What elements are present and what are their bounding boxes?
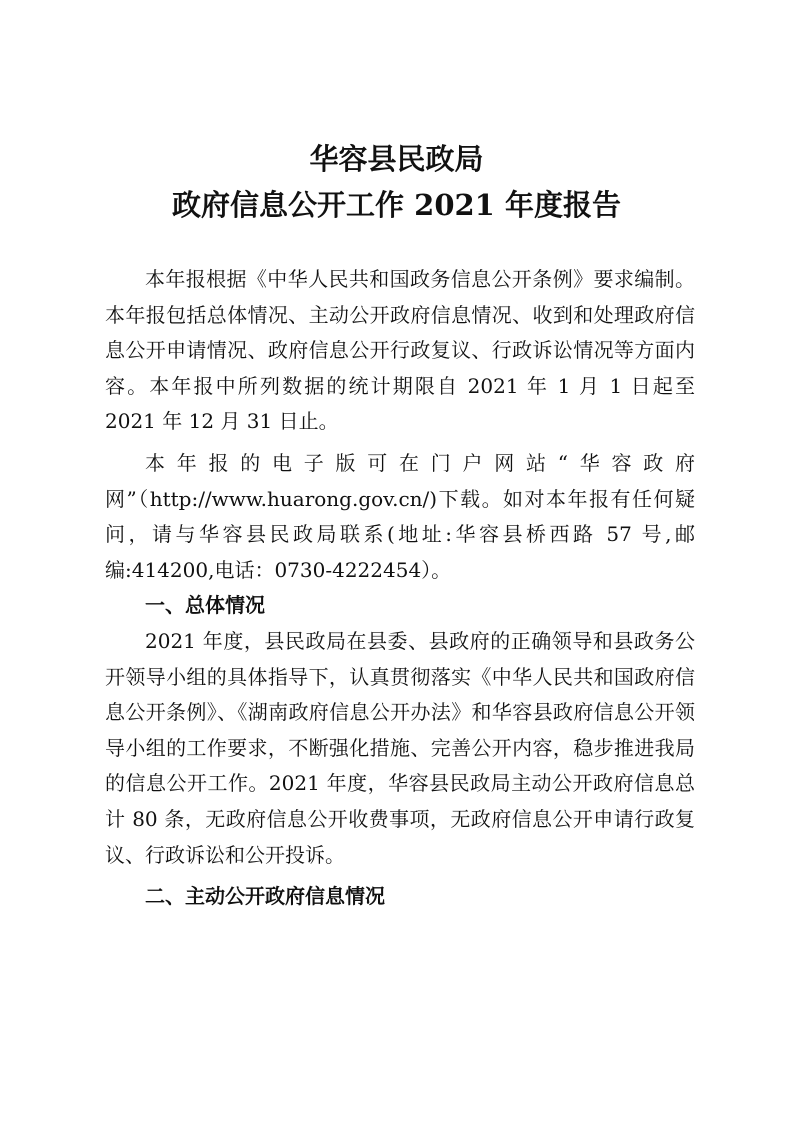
document-title-line1: 华容县民政局 (309, 142, 484, 176)
section-heading-overview: 一、总体情况 (145, 593, 265, 618)
intro-paragraph-compilation: 本年报根据《中华人民共和国政务信息公开条例》要求编制。本年报包括总体情况、主动公开政府信息情况、收到和处理政府信息公开申请情况、政府信息公开行政复议、行政诉讼情况等方面内容。本年报中所列数据的统计期限自 2021 年 1 月 1 日起至 2021 年 12 月 31 日止。 (105, 267, 695, 434)
document-body (105, 262, 695, 915)
section-heading-proactive-disclosure: 二、主动公开政府信息情况 (145, 884, 385, 909)
intro-paragraph-contact: 本年报的电子版可在门户网站“华容政府网”（http://www.huarong.gov.cn/)下载。如对本年报有任何疑问，请与华容县民政局联系(地址:华容县桥西路 57 号,邮编:414200,电话：0730-4222454）。 (105, 450, 695, 582)
document-title-line2: 政府信息公开工作 2021 年度报告 (172, 188, 621, 222)
overview-paragraph: 2021 年度，县民政局在县委、县政府的正确领导和县政务公开领导小组的具体指导下，认真贯彻落实《中华人民共和国政府信息公开条例》、《湖南政府信息公开办法》和华容县政府信息公开领导小组的工作要求，不断强化措施、完善公开内容，稳步推进我局的信息公开工作。2021 年度，华容县民政局主动公开政府信息总计 80 条，无政府信息公开收费事项，无政府信息公开申请行政复议、行政诉讼和公开投诉。 (105, 628, 695, 867)
